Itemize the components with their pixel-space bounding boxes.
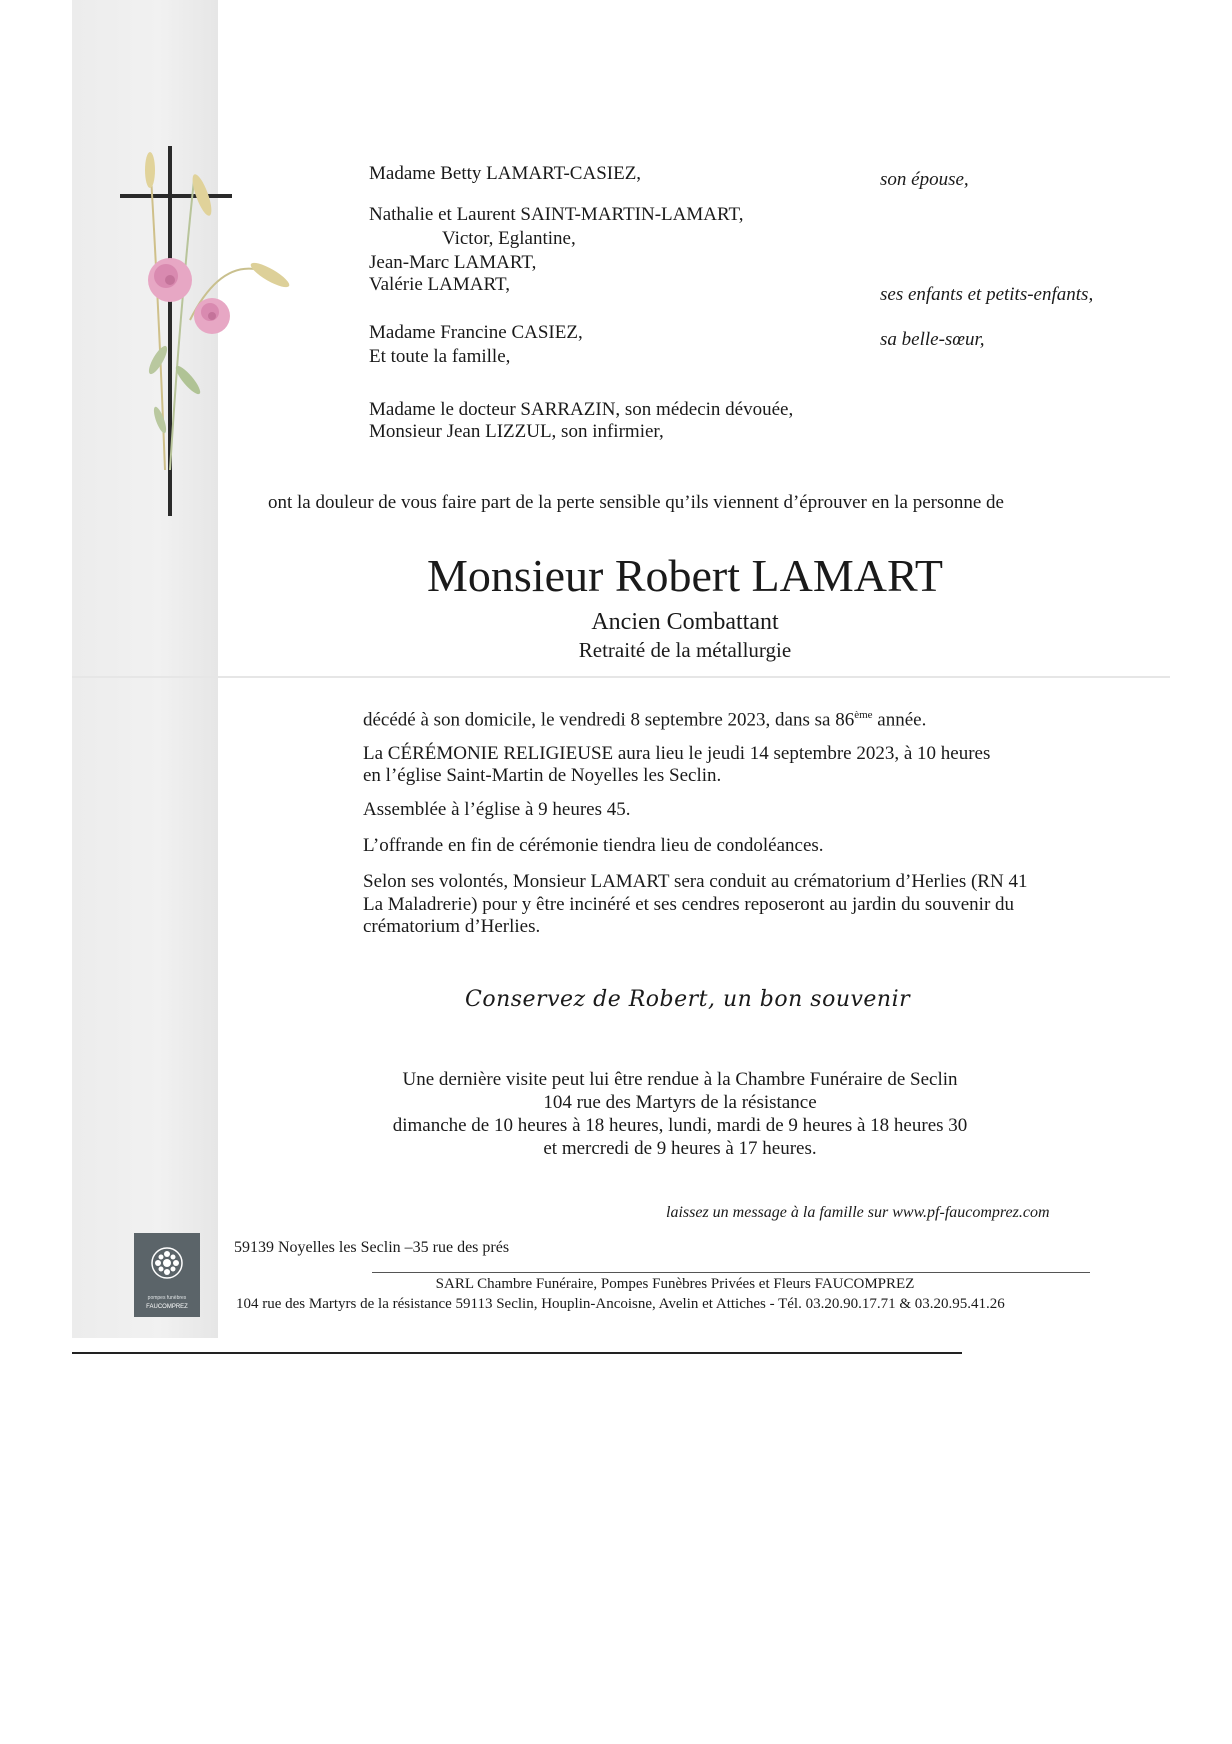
wishes-line: crématorium d’Herlies.	[363, 916, 541, 937]
ordinal-suffix: ème	[854, 709, 873, 721]
wishes-line: La Maladrerie) pour y être incinéré et ses cendres reposeront au jardin du souvenir du	[363, 894, 1015, 915]
child-line: Nathalie et Laurent SAINT-MARTIN-LAMART,	[369, 204, 744, 225]
footer-contact: 104 rue des Martyrs de la résistance 59113 Seclin, Houplin-Ancoisne, Avelin et Attiches - Tél. 03.20.90.17.71 & 03.20.95.41.26	[236, 1296, 1005, 1312]
visit-line: 104 rue des Martyrs de la résistance	[543, 1092, 817, 1113]
family-address: 59139 Noyelles les Seclin –35 rue des prés	[234, 1239, 510, 1256]
announcement-text: ont la douleur de vous faire part de la perte sensible qu’ils viennent d’éprouver en la personne de	[268, 492, 1004, 513]
doctor-line: Madame le docteur SARRAZIN, son médecin dévouée,	[369, 399, 794, 420]
ceremony-line: La CÉRÉMONIE RELIGIEUSE aura lieu le jeudi 14 septembre 2023, à 10 heures	[363, 743, 991, 764]
footer-company: SARL Chambre Funéraire, Pompes Funèbres Privées et Fleurs FAUCOMPREZ	[435, 1276, 915, 1292]
flower-emblem-icon	[134, 1237, 200, 1295]
message-link[interactable]: laissez un message à la famille sur www.pf-faucomprez.com	[666, 1204, 1050, 1221]
inlaw-role: sa belle-sœur,	[880, 329, 985, 350]
cross-flowers-illustration	[110, 140, 300, 520]
funeral-home-logo	[134, 1233, 200, 1317]
child-line: Valérie LAMART,	[369, 274, 510, 295]
child-line: Jean-Marc LAMART,	[369, 252, 537, 273]
fold-line	[72, 676, 1170, 678]
deceased-name: Monsieur Robert LAMART	[427, 550, 943, 601]
logo-brand: FAUCOMPREZ	[146, 1304, 188, 1310]
children-role: ses enfants et petits-enfants,	[880, 284, 1094, 305]
visit-line: et mercredi de 9 heures à 17 heures.	[543, 1138, 817, 1159]
page-bottom-line	[72, 1352, 962, 1354]
ceremony-line: en l’église Saint-Martin de Noyelles les Seclin.	[363, 765, 722, 786]
wishes-line: Selon ses volontés, Monsieur LAMART sera conduit au crématorium d’Herlies (RN 41	[363, 871, 1028, 892]
visit-line: dimanche de 10 heures à 18 heures, lundi, mardi de 9 heures à 18 heures 30	[392, 1115, 968, 1136]
deceased-title: Ancien Combattant	[591, 609, 779, 635]
deceased-subtitle: Retraité de la métallurgie	[578, 638, 792, 662]
grandchild-line: Victor, Eglantine,	[442, 228, 576, 249]
nurse-line: Monsieur Jean LIZZUL, son infirmier,	[369, 421, 664, 442]
cross-horizontal	[120, 194, 232, 198]
inlaw-name: Madame Francine CASIEZ,	[369, 322, 583, 343]
family-all: Et toute la famille,	[369, 346, 511, 367]
spouse-name: Madame Betty LAMART-CASIEZ,	[369, 163, 642, 184]
assembly-line: Assemblée à l’église à 9 heures 45.	[363, 799, 631, 820]
death-announcement: décédé à son domicile, le vendredi 8 septembre 2023, dans sa 86ème année.	[363, 709, 927, 731]
spouse-role: son épouse,	[880, 169, 969, 190]
logo-line: pompes funèbres	[147, 1295, 187, 1301]
visit-line: Une dernière visite peut lui être rendue à la Chambre Funéraire de Seclin	[402, 1069, 958, 1090]
remembrance-script: Conservez de Robert, un bon souvenir	[465, 987, 911, 1012]
offering-line: L’offrande en fin de cérémonie tiendra lieu de condoléances.	[363, 835, 824, 856]
footer-rule	[372, 1272, 1090, 1273]
